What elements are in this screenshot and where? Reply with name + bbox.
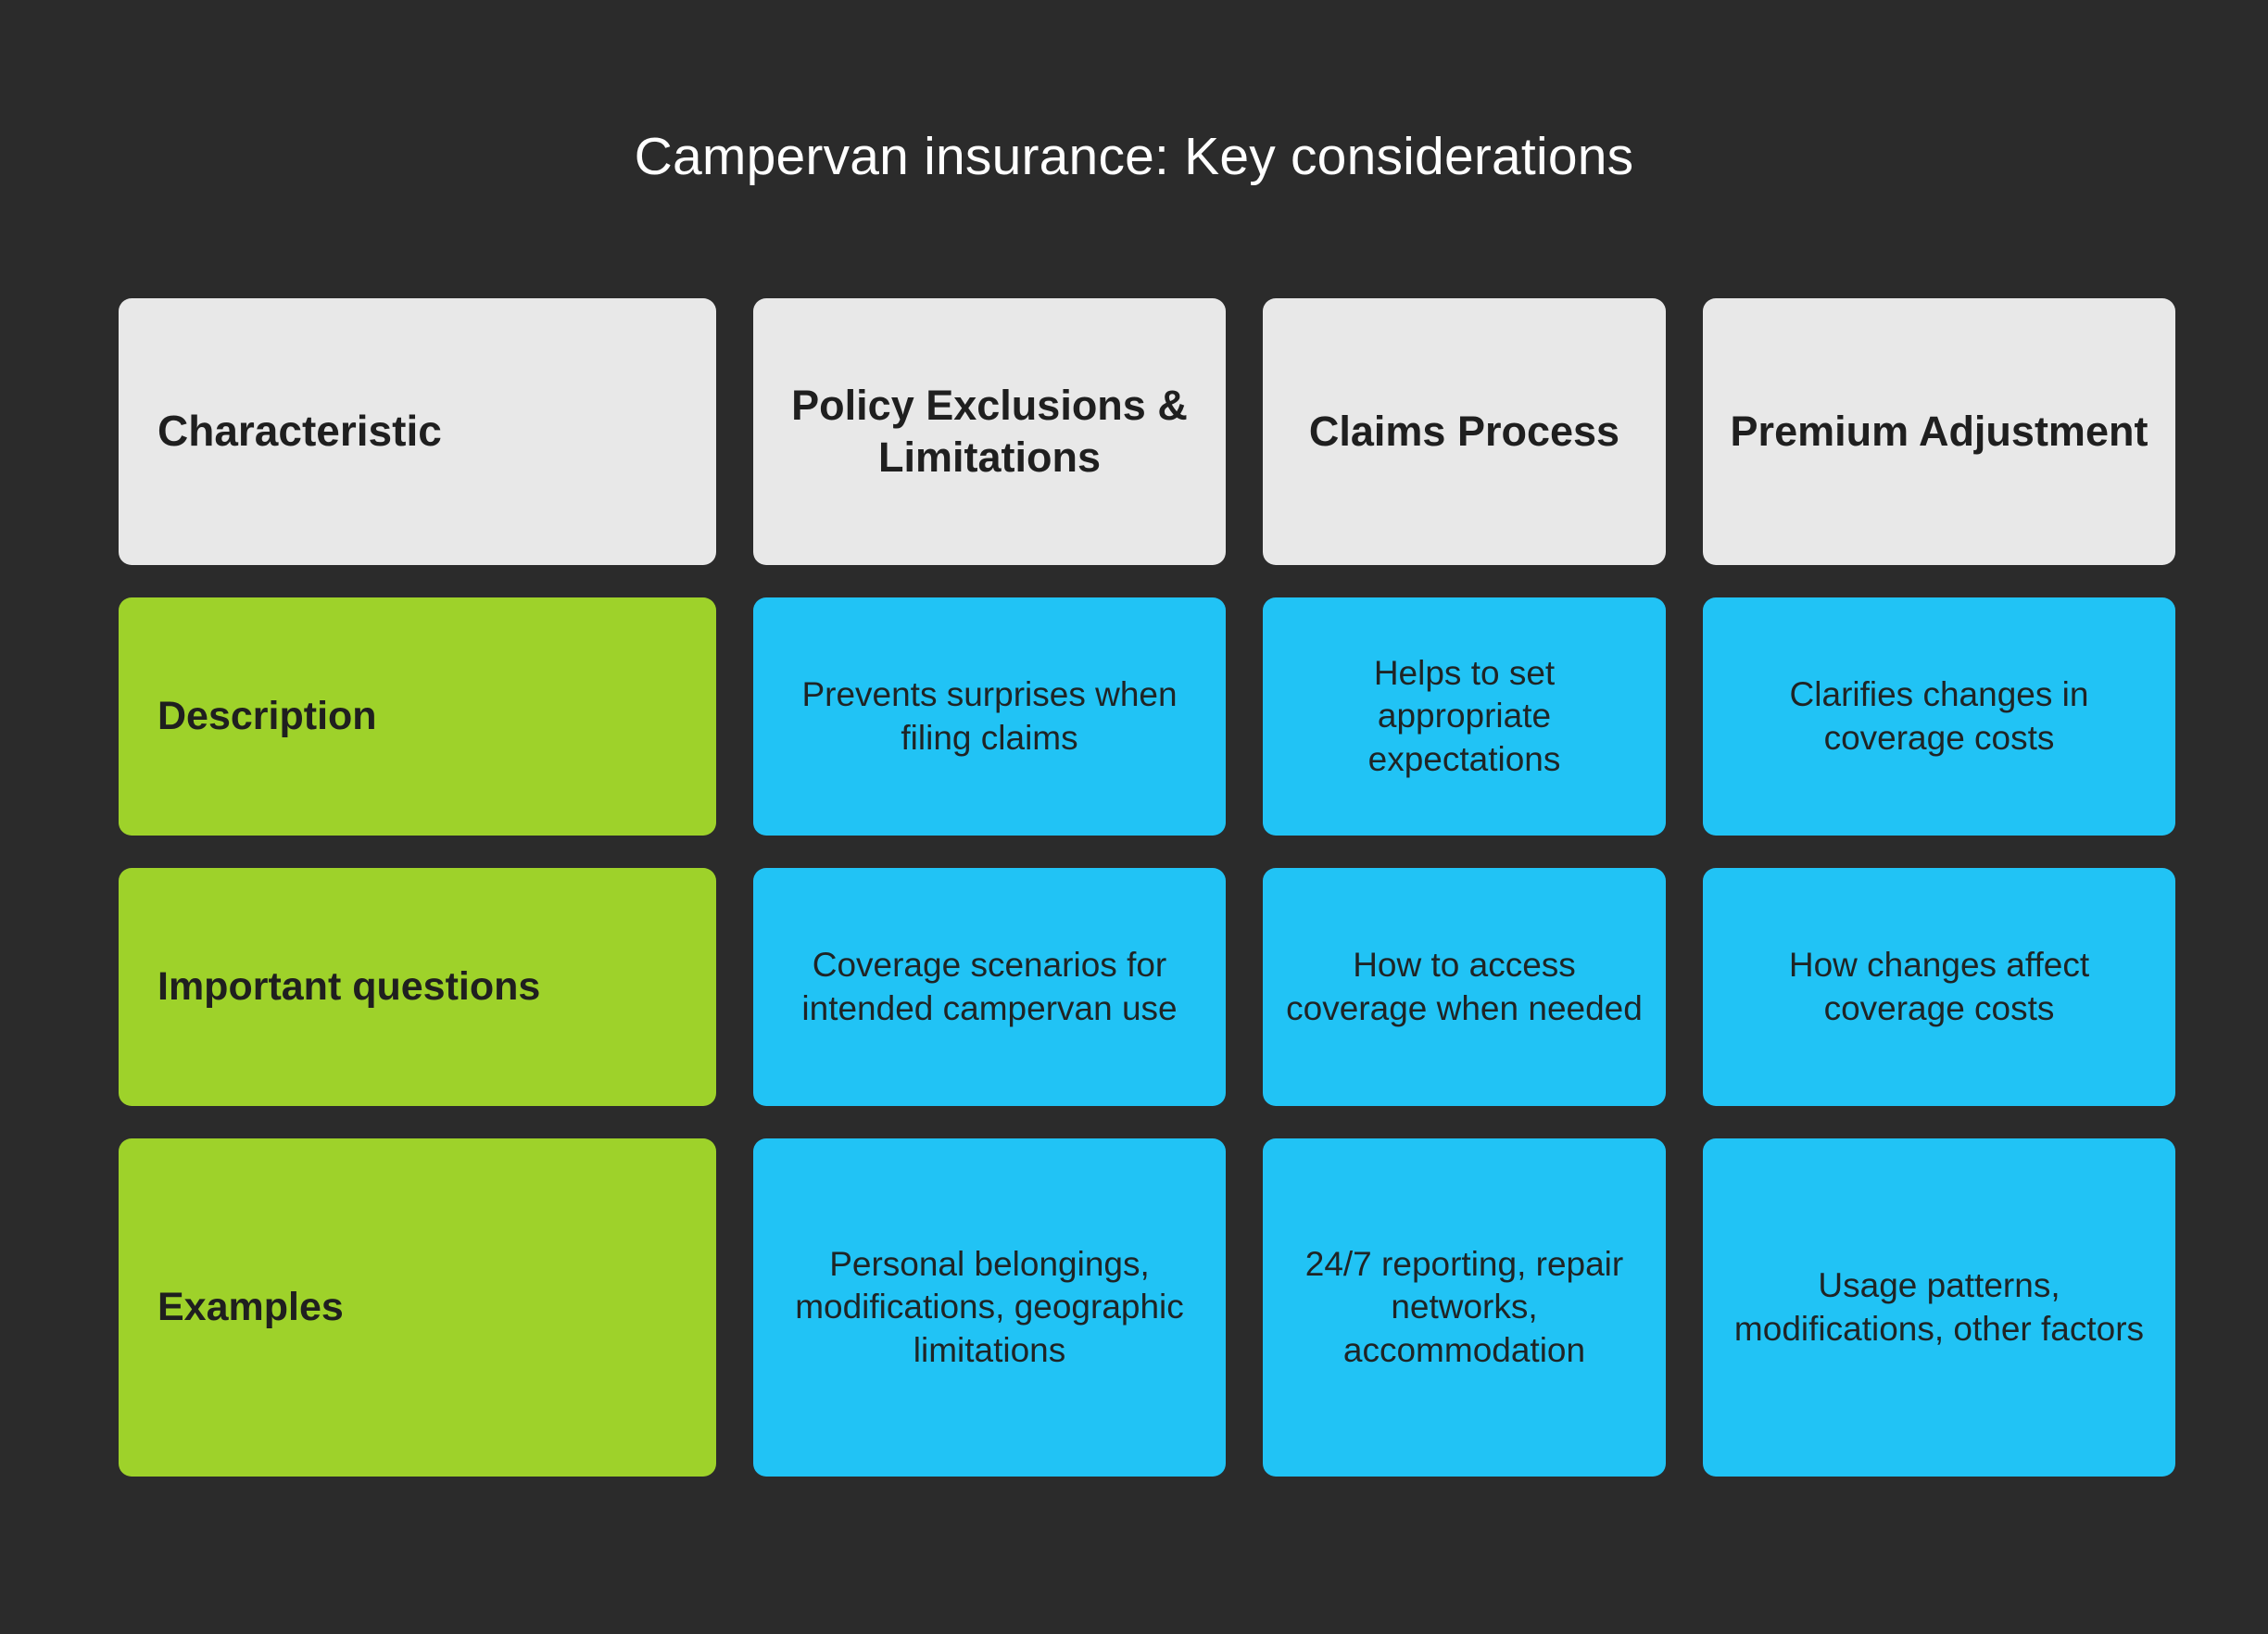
cell-description-claims-process: Helps to set appropriate expectations (1263, 597, 1666, 836)
cell-description-premium-adjustment: Clarifies changes in coverage costs (1703, 597, 2175, 836)
comparison-table (119, 298, 2149, 1477)
table-header-claims-process: Claims Process (1263, 298, 1666, 565)
cell-description-policy-exclusions: Prevents surprises when filing claims (753, 597, 1226, 836)
table-header-premium-adjustment: Premium Adjustment (1703, 298, 2175, 565)
cell-examples-premium-adjustment: Usage patterns, modifications, other factors (1703, 1138, 2175, 1477)
table-header-policy-exclusions: Policy Exclusions & Limitations (753, 298, 1226, 565)
cell-questions-claims-process: How to access coverage when needed (1263, 868, 1666, 1106)
row-label-examples: Examples (119, 1138, 716, 1477)
row-label-description: Description (119, 597, 716, 836)
page-title: Campervan insurance: Key considerations (634, 127, 1634, 186)
cell-questions-premium-adjustment: How changes affect coverage costs (1703, 868, 2175, 1106)
cell-examples-policy-exclusions: Personal belongings, modifications, geographic limitations (753, 1138, 1226, 1477)
cell-questions-policy-exclusions: Coverage scenarios for intended campervan use (753, 868, 1226, 1106)
table-header-characteristic: Characteristic (119, 298, 716, 565)
row-label-important-questions: Important questions (119, 868, 716, 1106)
cell-examples-claims-process: 24/7 reporting, repair networks, accommodation (1263, 1138, 1666, 1477)
